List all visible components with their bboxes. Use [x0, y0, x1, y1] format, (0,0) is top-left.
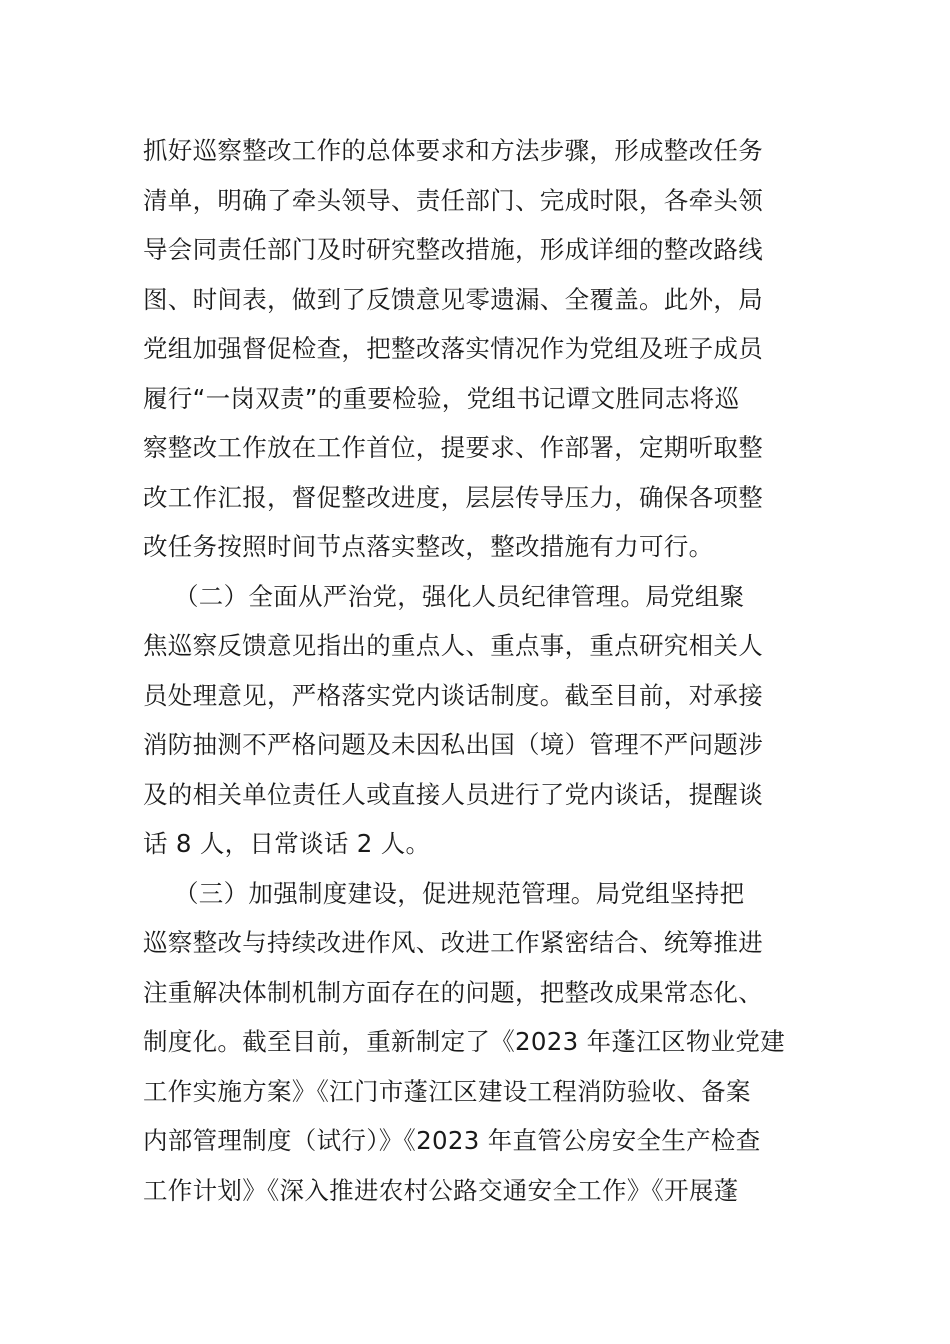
- text-line: 抓好巡察整改工作的总体要求和方法步骤，形成整改任务: [143, 136, 763, 165]
- text-line: 导会同责任部门及时研究整改措施，形成详细的整改路线: [143, 235, 763, 264]
- text-line: 图、时间表，做到了反馈意见零遗漏、全覆盖。此外，局: [143, 284, 763, 314]
- text-line: 工作计划》《深入推进农村公路交通安全工作》《开展蓬: [143, 1175, 739, 1205]
- text-line: 注重解决体制机制方面存在的问题，把整改成果常态化、: [143, 977, 763, 1007]
- text-line: 及的相关单位责任人或直接人员进行了党内谈话，提醒谈: [143, 779, 763, 809]
- text-line: 清单，明确了牵头领导、责任部门、完成时限，各牵头领: [143, 185, 763, 215]
- text-line: （三）加强制度建设，促进规范管理。局党组坚持把: [174, 878, 745, 908]
- text-line: （二）全面从严治党，强化人员纪律管理。局党组聚: [174, 581, 745, 611]
- text-line: 制度化。截至目前，重新制定了《2023 年蓬江区物业党建: [143, 1027, 786, 1056]
- text-line: 员处理意见，严格落实党内谈话制度。截至目前，对承接: [143, 680, 763, 710]
- text-line: 工作实施方案》《江门市蓬江区建设工程消防验收、备案: [143, 1076, 751, 1106]
- text-line: 党组加强督促检查，把整改落实情况作为党组及班子成员: [143, 334, 763, 363]
- text-line: 察整改工作放在工作首位，提要求、作部署，定期听取整: [143, 433, 763, 462]
- text-line: 消防抽测不严格问题及未因私出国（境）管理不严问题涉: [143, 730, 763, 759]
- text-line: 巡察整改与持续改进作风、改进工作紧密结合、统筹推进: [143, 928, 763, 957]
- text-line: 履行“一岗双责”的重要检验，党组书记谭文胜同志将巡: [143, 383, 740, 413]
- text-line: 话 8 人，日常谈话 2 人。: [143, 829, 431, 858]
- paragraph-2: [143, 572, 813, 869]
- text-line: 内部管理制度（试行）》《2023 年直管公房安全生产检查: [143, 1126, 761, 1155]
- paragraph-1: [143, 126, 813, 572]
- text-line: 焦巡察反馈意见指出的重点人、重点事，重点研究相关人: [143, 631, 763, 660]
- paragraph-3: [143, 869, 813, 1216]
- text-line: 改工作汇报，督促整改进度，层层传导压力，确保各项整: [143, 482, 763, 512]
- document-body: [143, 126, 813, 1215]
- text-line: 改任务按照时间节点落实整改，整改措施有力可行。: [143, 532, 714, 561]
